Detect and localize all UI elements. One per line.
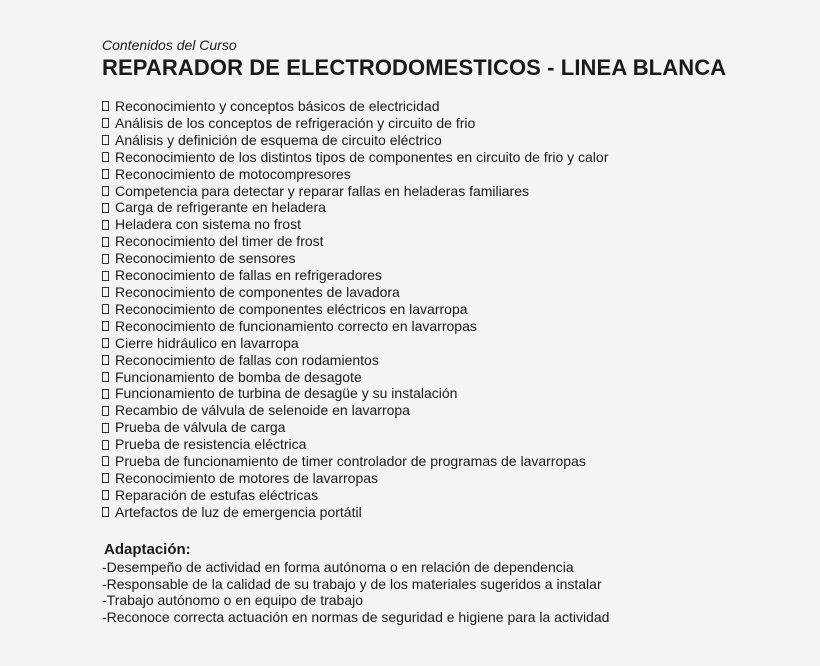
topic-text: Competencia para detectar y reparar fallas en heladeras familiares bbox=[115, 182, 529, 199]
list-item bbox=[102, 470, 802, 487]
topic-text: Reconocimiento de componentes eléctricos en lavarropa bbox=[115, 300, 468, 317]
bullet-icon bbox=[102, 118, 109, 128]
list-item: -Responsable de la calidad de su trabajo y de los materiales sugeridos a instalar bbox=[102, 575, 602, 592]
bullet-icon bbox=[102, 423, 109, 433]
adaptation-heading: Adaptación: bbox=[104, 540, 191, 558]
bullet-icon bbox=[102, 237, 109, 247]
list-item bbox=[102, 250, 802, 267]
list-item bbox=[102, 487, 802, 504]
topic-text: Reconocimiento de los distintos tipos de componentes en circuito de frio y calor bbox=[115, 148, 609, 165]
list-item bbox=[102, 369, 802, 386]
list-item bbox=[102, 436, 802, 453]
topic-text: Funcionamiento de bomba de desagote bbox=[115, 368, 362, 385]
list-item bbox=[102, 98, 802, 115]
bullet-icon bbox=[102, 406, 109, 416]
list-item bbox=[102, 115, 802, 132]
list-item bbox=[102, 132, 802, 149]
topic-text: Recambio de válvula de selenoide en lavarropa bbox=[115, 402, 410, 419]
list-item: -Reconoce correcta actuación en normas de seguridad e higiene para la actividad bbox=[102, 609, 610, 626]
topic-text: Cierre hidráulico en lavarropa bbox=[115, 334, 299, 351]
list-item bbox=[102, 335, 802, 352]
bullet-icon bbox=[102, 186, 109, 196]
bullet-icon bbox=[102, 271, 109, 281]
topic-text: Reconocimiento de sensores bbox=[115, 250, 296, 267]
document-subtitle: Contenidos del Curso bbox=[102, 37, 237, 53]
list-item bbox=[102, 284, 802, 301]
topic-text: Heladera con sistema no frost bbox=[115, 216, 301, 233]
list-item bbox=[102, 183, 802, 200]
list-item bbox=[102, 352, 802, 369]
topics-list bbox=[102, 98, 802, 521]
bullet-icon bbox=[102, 507, 109, 517]
topic-text: Reconocimiento de motocompresores bbox=[115, 165, 351, 182]
topic-text: Reconocimiento de fallas con rodamientos bbox=[115, 351, 379, 368]
bullet-icon bbox=[102, 321, 109, 331]
bullet-icon bbox=[102, 220, 109, 230]
topic-text: Reconocimiento de motores de lavarropas bbox=[115, 469, 379, 486]
topic-text: Prueba de resistencia eléctrica bbox=[115, 436, 307, 453]
bullet-icon bbox=[102, 473, 109, 483]
list-item bbox=[102, 419, 802, 436]
topic-text: Carga de refrigerante en heladera bbox=[115, 199, 326, 216]
adaptation-list bbox=[102, 559, 802, 627]
list-item bbox=[102, 216, 802, 233]
bullet-icon bbox=[102, 101, 109, 111]
bullet-icon bbox=[102, 490, 109, 500]
topic-text: Reconocimiento del timer de frost bbox=[115, 233, 324, 250]
bullet-icon bbox=[102, 372, 109, 382]
list-item bbox=[102, 318, 802, 335]
bullet-icon bbox=[102, 440, 109, 450]
bullet-icon bbox=[102, 254, 109, 264]
list-item bbox=[102, 267, 802, 284]
topic-text: Prueba de válvula de carga bbox=[115, 419, 286, 436]
list-item bbox=[102, 199, 802, 216]
topic-text: Reconocimiento de componentes de lavadora bbox=[115, 283, 400, 300]
topic-text: Análisis de los conceptos de refrigeración y circuito de frio bbox=[115, 114, 476, 131]
list-item bbox=[102, 402, 802, 419]
list-item bbox=[102, 166, 802, 183]
bullet-icon bbox=[102, 355, 109, 365]
bullet-icon bbox=[102, 203, 109, 213]
topic-text: Reconocimiento y conceptos básicos de electricidad bbox=[115, 98, 440, 114]
bullet-icon bbox=[102, 135, 109, 145]
bullet-icon bbox=[102, 456, 109, 466]
list-item bbox=[102, 385, 802, 402]
topic-text: Funcionamiento de turbina de desagüe y su instalación bbox=[115, 385, 458, 402]
topic-text: Artefactos de luz de emergencia portátil bbox=[115, 503, 362, 520]
list-item bbox=[102, 233, 802, 250]
document-title: REPARADOR DE ELECTRODOMESTICOS - LINEA BLANCA bbox=[102, 55, 727, 80]
bullet-icon bbox=[102, 338, 109, 348]
bullet-icon bbox=[102, 287, 109, 297]
list-item bbox=[102, 504, 802, 521]
bullet-icon bbox=[102, 169, 109, 179]
list-item bbox=[102, 453, 802, 470]
list-item: -Desempeño de actividad en forma autónoma o en relación de dependencia bbox=[102, 558, 574, 575]
topic-text: Reconocimiento de funcionamiento correcto en lavarropas bbox=[115, 317, 477, 334]
list-item bbox=[102, 149, 802, 166]
list-item bbox=[102, 301, 802, 318]
bullet-icon bbox=[102, 304, 109, 314]
topic-text: Reparación de estufas eléctricas bbox=[115, 486, 319, 503]
course-document bbox=[102, 36, 802, 626]
bullet-icon bbox=[102, 152, 109, 162]
topic-text: Análisis y definición de esquema de circuito eléctrico bbox=[115, 131, 442, 148]
bullet-icon bbox=[102, 389, 109, 399]
topic-text: Reconocimiento de fallas en refrigeradores bbox=[115, 267, 382, 284]
topic-text: Prueba de funcionamiento de timer controlador de programas de lavarropas bbox=[115, 453, 586, 470]
list-item: -Trabajo autónomo o en equipo de trabajo bbox=[102, 592, 363, 609]
